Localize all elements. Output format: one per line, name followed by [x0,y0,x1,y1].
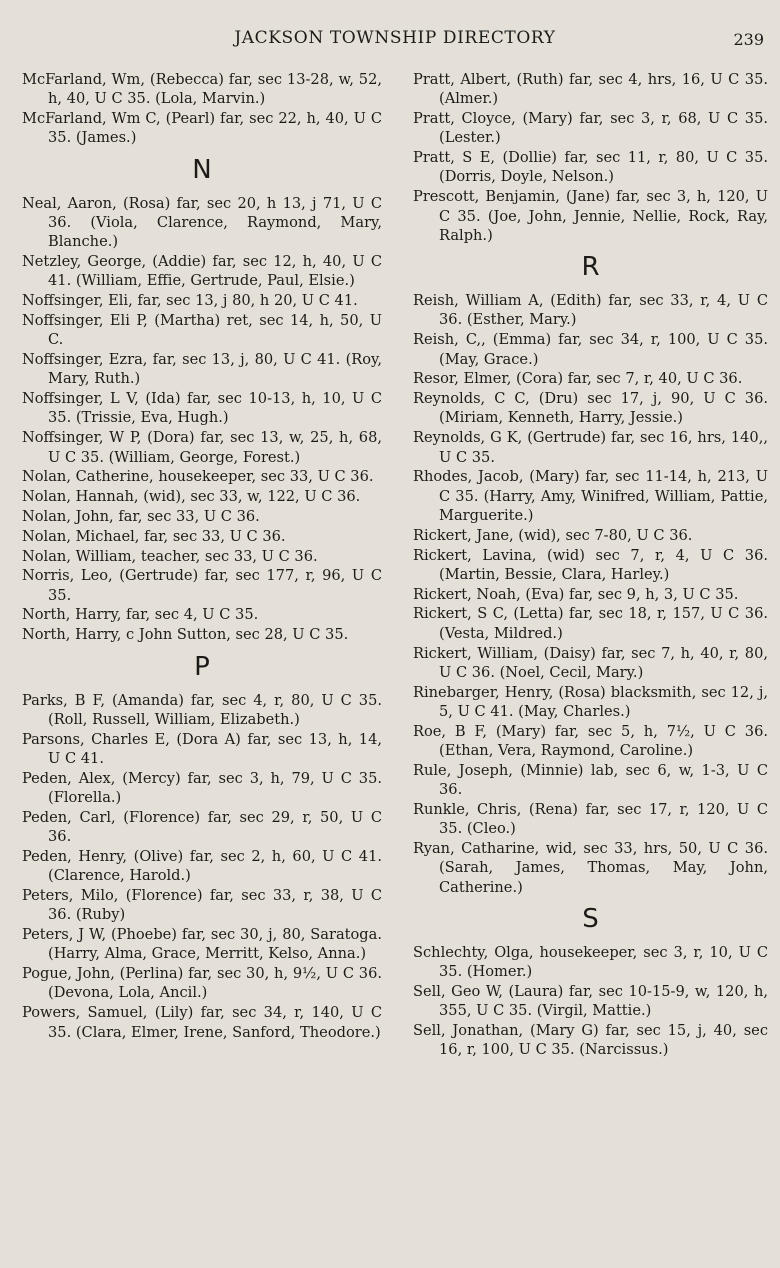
directory-entry: Rickert, William, (Daisy) far, sec 7, h, 40, r, 80, U C 36. (Noel, Cecil, Mary.) [413,644,768,681]
directory-entry: McFarland, Wm, (Rebecca) far, sec 13-28, w, 52, h, 40, U C 35. (Lola, Marvin.) [22,71,382,108]
page-title: JACKSON TOWNSHIP DIRECTORY [234,28,556,48]
directory-entry: North, Harry, c John Sutton, sec 28, U C 35. [22,626,349,644]
directory-entry: North, Harry, far, sec 4, U C 35. [22,606,259,624]
directory-entry: Noffsinger, Eli P, (Martha) ret, sec 14, h, 50, U C. [22,311,382,349]
directory-entry: Nolan, Hannah, (wid), sec 33, w, 122, U C 36. [22,488,361,506]
page-number: 239 [733,30,764,49]
directory-entry: Noffsinger, Eli, far, sec 13, j 80, h 20, U C 41. [22,292,358,310]
directory-entry: Ryan, Catharine, wid, sec 33, hrs, 50, U C 36. (Sarah, James, Thomas, May, John, Catherine.) [413,839,768,896]
directory-entry: Nolan, William, teacher, sec 33, U C 36. [22,547,318,565]
left-column [22,70,382,1060]
directory-entry: Pratt, Albert, (Ruth) far, sec 4, hrs, 16, U C 35. (Almer.) [413,71,768,108]
directory-entry: Rickert, Jane, (wid), sec 7-80, U C 36. [413,526,693,544]
right-column [413,70,768,1060]
directory-entry: Rickert, Lavina, (wid) sec 7, r, 4, U C 36. (Martin, Bessie, Clara, Harley.) [413,546,768,583]
p-entries [22,691,382,1042]
directory-entry: McFarland, Wm C, (Pearl) far, sec 22, h, 40, U C 35. (James.) [22,110,382,147]
section-letter-s: S [582,903,599,934]
directory-entry: Nolan, Michael, far, sec 33, U C 36. [22,527,286,545]
directory-entry: Peden, Alex, (Mercy) far, sec 3, h, 79, U C 35. (Florella.) [22,769,382,806]
directory-entry: Pratt, Cloyce, (Mary) far, sec 3, r, 68, U C 35. (Lester.) [413,110,768,147]
directory-entry: Reynolds, G K, (Gertrude) far, sec 16, hrs, 140,, U C 35. [413,429,768,466]
directory-entry: Noffsinger, L V, (Ida) far, sec 10-13, h, 10, U C 35. (Trissie, Eva, Hugh.) [22,390,382,427]
directory-entry: Nolan, Catherine, housekeeper, sec 33, U C 36. [22,468,374,486]
s-entries [413,943,768,1060]
directory-entry: Peden, Henry, (Olive) far, sec 2, h, 60, U C 41. (Clarence, Harold.) [22,847,382,885]
directory-entry: Rinebarger, Henry, (Rosa) blacksmith, sec 12, j, 5, U C 41. (May, Charles.) [413,683,768,720]
directory-entry: Reish, William A, (Edith) far, sec 33, r, 4, U C 36. (Esther, Mary.) [413,292,768,329]
section-letter-r: R [581,252,600,283]
directory-entry: Peters, Milo, (Florence) far, sec 33, r, 38, U C 36. (Ruby) [22,886,382,924]
p-entries-continued [413,70,768,245]
directory-entry: Noffsinger, W P, (Dora) far, sec 13, w, 25, h, 68, U C 35. (William, George, Forest.) [22,429,382,466]
directory-entry: Peden, Carl, (Florence) far, sec 29, r, 50, U C 36. [22,808,382,846]
directory-columns [22,70,768,1060]
directory-entry: Noffsinger, Ezra, far, sec 13, j, 80, U C 41. (Roy, Mary, Ruth.) [22,351,382,388]
directory-entry: Runkle, Chris, (Rena) far, sec 17, r, 120, U C 35. (Cleo.) [413,800,768,838]
directory-entry: Powers, Samuel, (Lily) far, sec 34, r, 140, U C 35. (Clara, Elmer, Irene, Sanford, Theodore.) [22,1004,382,1041]
directory-entry: Rickert, S C, (Letta) far, sec 18, r, 157, U C 36. (Vesta, Mildred.) [413,605,768,642]
directory-entry: Parks, B F, (Amanda) far, sec 4, r, 80, U C 35. (Roll, Russell, William, Elizabeth.) [22,691,382,728]
directory-entry: Schlechty, Olga, housekeeper, sec 3, r, 10, U C 35. (Homer.) [413,943,768,981]
directory-entry: Resor, Elmer, (Cora) far, sec 7, r, 40, U C 36. [413,370,743,388]
directory-entry: Rule, Joseph, (Minnie) lab, sec 6, w, 1-3, U C 36. [413,761,768,799]
n-entries [22,194,382,645]
directory-entry: Neal, Aaron, (Rosa) far, sec 20, h 13, j 71, U C 36. (Viola, Clarence, Raymond, Mary, Blanche.) [22,194,382,251]
directory-entry: Rickert, Noah, (Eva) far, sec 9, h, 3, U C 35. [413,585,739,603]
directory-entry: Prescott, Benjamin, (Jane) far, sec 3, h, 120, U C 35. (Joe, John, Jennie, Nellie, Rock, Ray, Ralph.) [413,188,768,244]
section-letter-p: P [194,651,210,682]
directory-entry: Netzley, George, (Addie) far, sec 12, h, 40, U C 41. (William, Effie, Gertrude, Paul, Elsie.) [22,253,382,290]
section-letter-n: N [192,154,212,185]
directory-entry: Pratt, S E, (Dollie) far, sec 11, r, 80, U C 35. (Dorris, Doyle, Nelson.) [413,149,768,186]
directory-entry: Parsons, Charles E, (Dora A) far, sec 13, h, 14, U C 41. [22,730,382,767]
directory-entry: Peters, J W, (Phoebe) far, sec 30, j, 80, Saratoga. (Harry, Alma, Grace, Merritt, Kelso, Anna.) [22,926,382,963]
directory-entry: Rhodes, Jacob, (Mary) far, sec 11-14, h, 213, U C 35. (Harry, Amy, Winifred, William, Pattie, Marguerite.) [413,468,768,524]
directory-entry: Pogue, John, (Perlina) far, sec 30, h, 9½, U C 36. (Devona, Lola, Ancil.) [22,965,382,1002]
r-entries [413,291,768,897]
directory-entry: Reish, C,, (Emma) far, sec 34, r, 100, U C 35. (May, Grace.) [413,331,768,368]
directory-entry: Nolan, John, far, sec 33, U C 36. [22,507,260,525]
directory-entry: Reynolds, C C, (Dru) sec 17, j, 90, U C 36. (Miriam, Kenneth, Harry, Jessie.) [413,390,768,427]
directory-entry: Roe, B F, (Mary) far, sec 5, h, 7½, U C 36. (Ethan, Vera, Raymond, Caroline.) [413,722,768,759]
directory-entry: Sell, Geo W, (Laura) far, sec 10-15-9, w, 120, h, 355, U C 35. (Virgil, Mattie.) [413,982,768,1020]
running-head [22,28,768,58]
m-entries [22,70,382,148]
directory-entry: Norris, Leo, (Gertrude) far, sec 177, r, 96, U C 35. [22,567,382,604]
directory-entry: Sell, Jonathan, (Mary G) far, sec 15, j, 40, sec 16, r, 100, U C 35. (Narcissus.) [413,1022,768,1059]
